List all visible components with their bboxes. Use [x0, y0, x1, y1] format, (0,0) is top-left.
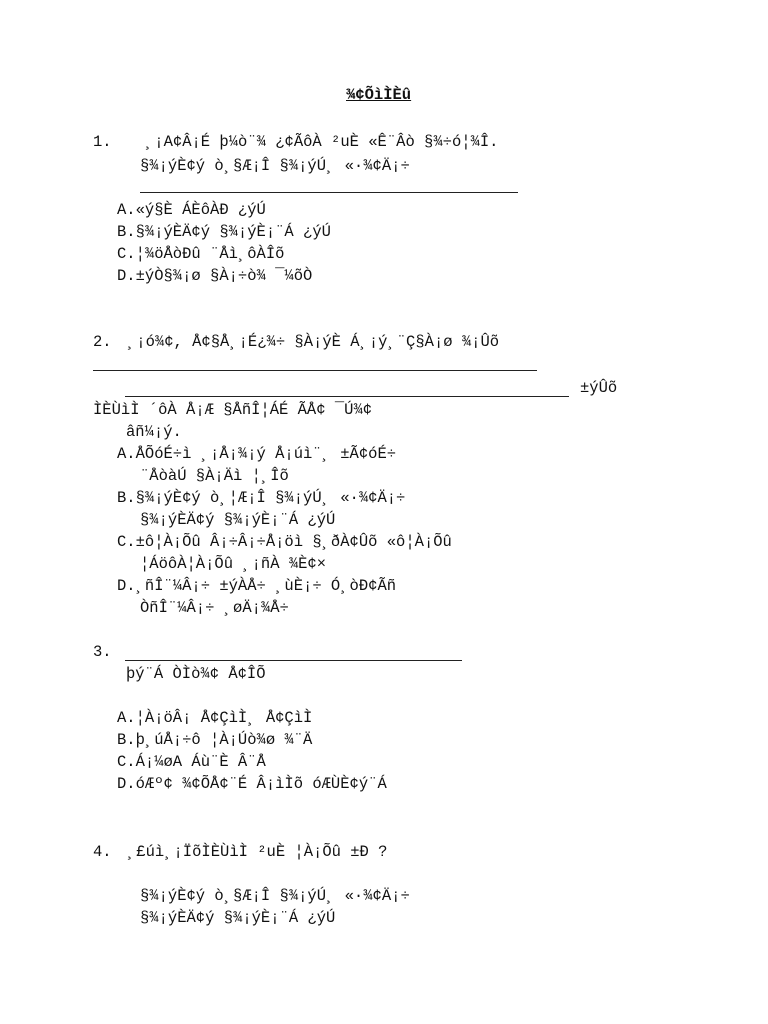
option-a: A.«ý§È ÁÈôÀÐ ¿ýÚ [117, 201, 266, 219]
option-c-cont: ¦ÁöôÀ¦À¡Õû ¸¡ñÀ ¾È¢× [140, 555, 327, 573]
question-text: ¸¡ó¾¢, Å¢§Å¸¡É¿¾÷ §À¡ýÈ Á¸¡ý¸¨Ç§À¡ø ¾¡Ûõ [127, 333, 500, 351]
option-d: D.¸ñÎ¨¼Â¡÷ ±ýÀÅ÷ ¸ùÈ¡÷ Ó¸òÐ¢Ãñ [117, 577, 397, 595]
option-line-1: §¾¡ýÈ¢ý ò¸§Æ¡Î §¾¡ýÚ¸ «·¾¢Ä¡÷ [140, 887, 410, 905]
option-d: D.±ýÒ§¾¡ø §À¡÷ò¾ ¯¼õÒ [117, 267, 313, 285]
option-c: C.Á¡¼øA Áù¨È Â¨Å [117, 753, 266, 771]
option-d-cont: ÒñÎ¨¼Â¡÷ ¸øÄ¡¾Å÷ [140, 599, 289, 617]
option-b: B.§¾¡ýÈ¢ý ò¸¦Æ¡Î §¾¡ýÚ¸ «·¾¢Ä¡÷ [117, 489, 406, 507]
question-text: ±ýÛõ [580, 379, 618, 397]
option-b: B.§¾¡ýÈÄ¢ý §¾¡ýÈ¡¨Á ¿ýÚ [117, 223, 331, 241]
question-text: ÌÈÙìÌ ´ôÀ Å¡Æ §ÅñÎ¦ÁÉ ÃÅ¢ ¯Ú¾¢ [93, 401, 373, 419]
option-b-cont: §¾¡ýÈÄ¢ý §¾¡ýÈ¡¨Á ¿ýÚ [140, 511, 336, 529]
option-a: A.¦À¡öÂ¡ Å¢ÇìÌ¸ Å¢ÇìÌ [117, 709, 313, 727]
question-number: 3. [93, 643, 112, 661]
question-text: ¸¡A¢Â¡É þ¼ò¨¾ ¿¢ÃôÀ ²uÈ «Ê¨Âò §¾÷ó¦¾Î. [145, 133, 499, 151]
option-a-cont: ¨ÅòàÚ §À¡Äì ¦¸Îõ [140, 467, 289, 485]
option-c: C.±ô¦À¡Õû Â¡÷Â¡÷Å¡öì §¸ðÀ¢Ûõ «ô¦À¡Õû [117, 533, 452, 551]
option-b: B.þ¸úÅ¡÷ô ¦À¡Úò¾ø ¾¨Ä [117, 731, 313, 749]
question-text: âñ¼¡ý. [126, 423, 182, 441]
answer-blank [125, 396, 569, 397]
answer-blank [93, 370, 537, 371]
option-d: D.óÆº¢ ¾¢ÕÅ¢¨É Â¡ìÌõ óÆÙÈ¢ý¨Á [117, 775, 387, 793]
page-title: ¾¢ÕìÌÈû [346, 86, 412, 104]
answer-blank [125, 660, 462, 661]
option-c: C.¦¾öÅòÐû ¨Åì¸ôÀÎõ [117, 245, 285, 263]
question-number: 1. [93, 133, 112, 151]
question-text: §¾¡ýÈ¢ý ò¸§Æ¡Î §¾¡ýÚ¸ «·¾¢Ä¡÷ [140, 157, 410, 175]
option-line-2: §¾¡ýÈÄ¢ý §¾¡ýÈ¡¨Á ¿ýÚ [140, 909, 336, 927]
question-text: ¸£úì¸¡ÏõÌÈÙìÌ ²uÈ ¦À¡Õû ±Ð ? [127, 843, 388, 861]
answer-blank [140, 192, 518, 193]
option-a: A.ÅÕóÉ÷ì ¸¡Å¡¾¡ý Å¡úì¨¸ ±Ã¢óÉ÷ [117, 445, 397, 463]
question-number: 2. [93, 333, 112, 351]
question-number: 4. [93, 843, 112, 861]
question-text: þý¨Á ÒÌò¾¢ Å¢ÎÕ [126, 665, 266, 683]
